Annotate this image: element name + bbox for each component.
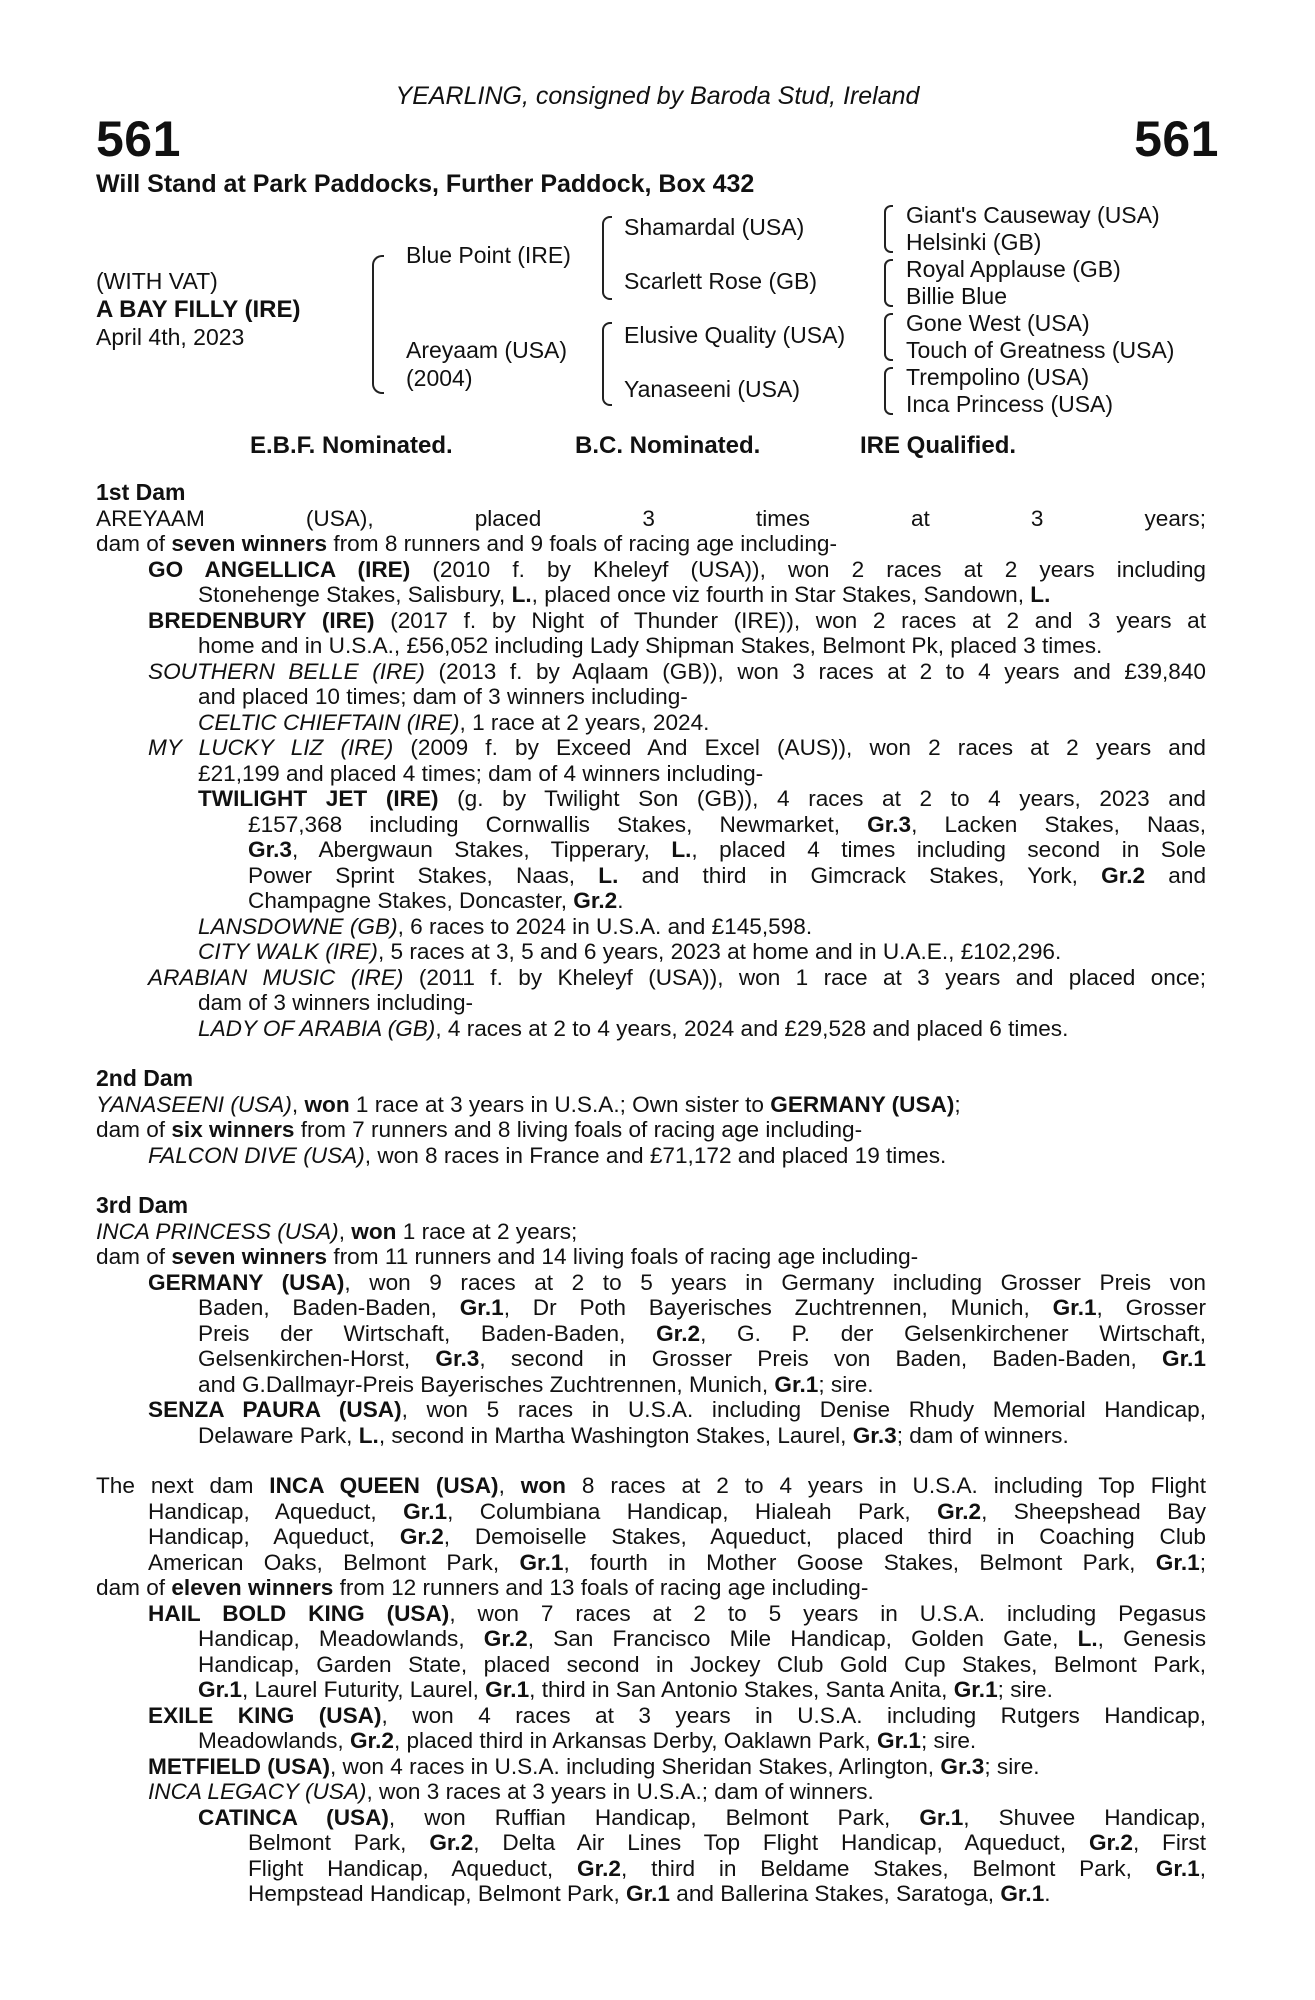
italic-text: ARABIAN MUSIC (IRE) — [148, 964, 404, 990]
bold-text: Gr.2 — [573, 888, 618, 913]
text: and Ballerina Stakes, Saratoga, — [669, 1881, 1001, 1906]
text: , placed 4 times including second in Sole — [691, 837, 1206, 862]
bold-text: Gr.1 — [1052, 1295, 1097, 1320]
text: , Genesis — [1097, 1626, 1206, 1651]
vat-note: (WITH VAT) — [96, 268, 218, 294]
text-line — [198, 710, 1206, 736]
bold-text: six winners — [171, 1117, 295, 1142]
bold-text: Gr.1 — [198, 1677, 242, 1702]
bold-text: METFIELD (USA) — [148, 1753, 330, 1779]
text: Handicap, Meadowlands, — [198, 1626, 484, 1651]
text-line — [248, 837, 1206, 863]
text: Hempstead Handicap, Belmont Park, — [248, 1881, 627, 1906]
text-line — [148, 1550, 1206, 1576]
text: from 8 runners and 9 foals of racing age including- — [327, 531, 837, 556]
ebf-nomination: E.B.F. Nominated. — [250, 432, 453, 459]
bold-text: Gr.1 — [403, 1498, 448, 1524]
text: , won 9 races at 2 to 5 years in Germany including Grosser Preis von — [344, 1269, 1206, 1295]
text: . — [617, 888, 624, 913]
text-line — [96, 1473, 1206, 1499]
text: ; sire. — [984, 1753, 1040, 1779]
bold-text: Gr.1 — [459, 1295, 504, 1320]
text-line — [148, 1499, 1206, 1525]
produce-record — [96, 480, 1206, 1907]
text-line — [148, 659, 1206, 685]
text: , Abergwaun Stakes, Tipperary, — [291, 837, 672, 862]
text: , — [338, 1218, 352, 1244]
text: ; sire. — [920, 1728, 977, 1753]
text: , Grosser — [1096, 1295, 1206, 1320]
bold-text: INCA QUEEN (USA) — [269, 1473, 499, 1498]
text-line — [248, 1881, 1206, 1907]
text: AREYAAM (USA), placed 3 times at 3 years; — [96, 505, 1206, 531]
italic-text: SOUTHERN BELLE (IRE) — [148, 658, 425, 684]
text: (2011 f. by Kheleyf (USA)), won 1 race at 3 years and placed once; — [403, 964, 1206, 990]
dam-year: (2004) — [406, 365, 473, 391]
text: , Demoiselle Stakes, Aqueduct, placed third in Coaching Club — [443, 1524, 1206, 1549]
foaled-date: April 4th, 2023 — [96, 324, 245, 350]
text-line — [148, 1779, 1206, 1805]
text-line — [248, 1830, 1206, 1856]
text: , won 8 races in France and £71,172 and placed 19 times. — [364, 1142, 947, 1168]
italic-text: INCA LEGACY (USA) — [148, 1779, 367, 1804]
text-line — [198, 1346, 1206, 1372]
bold-text: CATINCA (USA) — [198, 1804, 389, 1830]
sire-brace — [602, 216, 612, 300]
consignment-header: YEARLING, consigned by Baroda Stud, Ireland — [395, 82, 920, 110]
text-line — [148, 1397, 1206, 1423]
stand-location: Will Stand at Park Paddocks, Further Paddock, Box 432 — [96, 170, 755, 198]
bold-text: Gr.1 — [485, 1677, 530, 1702]
text-line — [96, 531, 1206, 557]
bold-text: Gr.2 — [429, 1830, 474, 1855]
text: Belmont Park, — [248, 1830, 430, 1855]
text: , San Francisco Mile Handicap, Golden Gate, — [527, 1626, 1078, 1651]
text: , 6 races to 2024 in U.S.A. and £145,598. — [397, 913, 813, 939]
ggp-7: Trempolino (USA) — [906, 364, 1090, 390]
text-line — [248, 888, 1206, 914]
text-line — [198, 1626, 1206, 1652]
italic-text: YANASEENI (USA) — [96, 1091, 292, 1117]
text: Preis der Wirtschaft, Baden-Baden, — [198, 1320, 657, 1346]
text-line — [96, 1092, 1206, 1118]
bold-text: Gr.2 — [656, 1320, 701, 1346]
text-line — [148, 1270, 1206, 1296]
bold-text: Gr.1 — [1155, 1855, 1200, 1881]
text: , won 7 races at 2 to 5 years in U.S.A. including Pegasus — [449, 1600, 1206, 1626]
text: dam of — [96, 1244, 172, 1269]
text: , — [1199, 1855, 1206, 1881]
bold-text: Gr.3 — [867, 811, 912, 837]
text: , won 5 races in U.S.A. including Denise Rhudy Memorial Handicap, — [401, 1397, 1206, 1422]
text-line — [198, 684, 1206, 710]
bold-text: Gr.3 — [435, 1346, 480, 1371]
bold-text: L. — [358, 1422, 379, 1448]
bold-text: HAIL BOLD KING (USA) — [148, 1600, 450, 1626]
text: , won 3 races at 3 years in U.S.A.; dam of winners. — [366, 1779, 874, 1804]
text: home and in U.S.A., £56,052 including Lady Shipman Stakes, Belmont Pk, placed 3 times. — [198, 633, 1103, 658]
ggp-brace-3 — [884, 313, 893, 361]
section-title: 3rd Dam — [96, 1192, 189, 1218]
text: dam of — [96, 1575, 172, 1600]
italic-text: MY LUCKY LIZ (IRE) — [148, 735, 394, 760]
bold-text: Gr.2 — [577, 1855, 621, 1881]
text: from 7 runners and 8 living foals of racing age including- — [294, 1117, 863, 1142]
italic-text: LADY OF ARABIA (GB) — [198, 1015, 436, 1041]
bold-text: Gr.1 — [774, 1371, 819, 1397]
text: , Delta Air Lines Top Flight Handicap, Aqueduct, — [473, 1830, 1089, 1855]
text-line — [96, 506, 1206, 532]
bold-text: SENZA PAURA (USA) — [148, 1397, 402, 1422]
section-gap — [96, 1041, 1206, 1066]
bold-text: Gr.3 — [852, 1422, 897, 1448]
text: Handicap, Aqueduct, — [148, 1524, 400, 1549]
bold-text: Gr.2 — [349, 1728, 394, 1753]
bold-text: GERMANY (USA) — [148, 1269, 345, 1295]
text: dam of 3 winners including- — [198, 990, 474, 1015]
bold-text: Gr.2 — [1088, 1830, 1133, 1855]
section-gap — [96, 1168, 1206, 1193]
text-line — [148, 557, 1206, 583]
text: , won 4 races at 3 years in U.S.A. including Rutgers Handicap, — [381, 1702, 1207, 1728]
text-line — [96, 1244, 1206, 1270]
italic-text: FALCON DIVE (USA) — [148, 1142, 365, 1168]
text: , First — [1132, 1830, 1206, 1855]
ggp-4: Billie Blue — [906, 283, 1007, 309]
text: £157,368 including Cornwallis Stakes, Newmarket, — [248, 811, 868, 837]
text: Baden, Baden-Baden, — [198, 1295, 460, 1320]
text: Meadowlands, — [198, 1728, 350, 1753]
text: , 5 races at 3, 5 and 6 years, 2023 at home and in U.A.E., £102,296. — [377, 939, 1062, 964]
text-line — [198, 1295, 1206, 1321]
bold-text: won — [304, 1091, 350, 1117]
bold-text: GO ANGELLICA (IRE) — [148, 556, 411, 582]
bold-text: Gr.3 — [248, 837, 292, 862]
text: , — [291, 1091, 305, 1117]
dam-dam: Yanaseeni (USA) — [624, 376, 800, 402]
bold-text: L. — [598, 862, 619, 888]
text-line — [148, 965, 1206, 991]
bold-text: Gr.1 — [1000, 1881, 1045, 1906]
dam-sire: Elusive Quality (USA) — [624, 322, 846, 348]
lot-number-right: 561 — [1134, 111, 1219, 167]
text-line — [148, 1143, 1206, 1169]
bold-text: Gr.1 — [953, 1677, 998, 1702]
text: , second in Martha Washington Stakes, Laurel, — [378, 1422, 853, 1448]
text-line — [198, 1016, 1206, 1042]
bold-text: Gr.2 — [483, 1626, 528, 1651]
text: (g. by Twilight Son (GB)), 4 races at 2 to 4 years, 2023 and — [438, 786, 1206, 811]
bold-text: Gr.1 — [919, 1804, 964, 1830]
bold-text: Gr.1 — [519, 1549, 564, 1575]
text-line — [198, 1677, 1206, 1703]
bold-text: won — [520, 1473, 566, 1498]
italic-text: CELTIC CHIEFTAIN (IRE) — [198, 709, 460, 735]
ggp-6: Touch of Greatness (USA) — [906, 337, 1175, 363]
horse-name: A BAY FILLY (IRE) — [96, 296, 301, 323]
text-line — [198, 990, 1206, 1016]
text-line — [198, 1321, 1206, 1347]
sire: Blue Point (IRE) — [406, 242, 571, 268]
text: ; sire. — [818, 1371, 874, 1397]
text: , — [498, 1473, 521, 1498]
text: , Lacken Stakes, Naas, — [911, 811, 1206, 837]
text: and third in Gimcrack Stakes, York, — [618, 862, 1102, 888]
bold-text: L. — [511, 582, 532, 607]
bold-text: Gr.2 — [937, 1498, 982, 1524]
text-line — [148, 1524, 1206, 1550]
bold-text: L. — [671, 837, 692, 862]
text: , Shuvee Handicap, — [963, 1804, 1206, 1830]
text: Gelsenkirchen-Horst, — [198, 1346, 436, 1371]
bold-text: Gr.3 — [940, 1753, 985, 1779]
bold-text: BREDENBURY (IRE) — [148, 607, 375, 633]
italic-text: CITY WALK (IRE) — [198, 939, 378, 964]
text: and G.Dallmayr-Preis Bayerisches Zuchtrennen, Munich, — [198, 1371, 775, 1397]
text: , 1 race at 2 years, 2024. — [459, 709, 710, 735]
text: and placed 10 times; dam of 3 winners including- — [198, 684, 688, 709]
text: , Dr Poth Bayerisches Zuchtrennen, Munich, — [503, 1295, 1053, 1320]
dam-brace — [602, 322, 612, 406]
text: Power Sprint Stakes, Naas, — [248, 862, 599, 888]
bold-text: won — [351, 1218, 397, 1244]
text-line — [96, 1219, 1206, 1245]
bold-text: GERMANY (USA) — [770, 1091, 955, 1117]
text: ; — [954, 1091, 961, 1117]
text-line — [148, 608, 1206, 634]
text-line — [198, 939, 1206, 965]
text: , third in Beldame Stakes, Belmont Park, — [620, 1855, 1156, 1881]
text: , Columbiana Handicap, Hialeah Park, — [447, 1498, 938, 1524]
text: £21,199 and placed 4 times; dam of 4 winners including- — [198, 760, 764, 786]
bold-text: Gr.2 — [399, 1524, 444, 1549]
text: and — [1145, 862, 1207, 888]
text: Stonehenge Stakes, Salisbury, — [198, 582, 512, 607]
text: (2009 f. by Exceed And Excel (AUS)), won 2 races at 2 years and — [393, 735, 1206, 760]
text-line — [148, 1601, 1206, 1627]
text-line — [248, 1856, 1206, 1882]
bold-text: Gr.1 — [1162, 1346, 1206, 1371]
bold-text: Gr.2 — [1101, 862, 1146, 888]
text: Handicap, Aqueduct, — [148, 1498, 404, 1524]
text: from 12 runners and 13 foals of racing age including- — [333, 1575, 869, 1600]
text: 8 races at 2 to 4 years in U.S.A. including Top Flight — [565, 1473, 1206, 1498]
text: , Sheepshead Bay — [981, 1498, 1207, 1524]
bold-text: L. — [1030, 582, 1051, 607]
text-line — [96, 1575, 1206, 1601]
text: from 11 runners and 14 living foals of racing age including- — [327, 1244, 919, 1269]
text: , fourth in Mother Goose Stakes, Belmont Park, — [563, 1549, 1156, 1575]
ire-qualified: IRE Qualified. — [860, 432, 1017, 459]
bc-nomination: B.C. Nominated. — [575, 432, 761, 459]
text: , placed third in Arkansas Derby, Oaklawn Park, — [393, 1728, 877, 1753]
ggp-brace-2 — [884, 259, 893, 307]
section-gap — [96, 1448, 1206, 1473]
italic-text: INCA PRINCESS (USA) — [96, 1218, 339, 1244]
text: , placed once viz fourth in Star Stakes, Sandown, — [531, 582, 1031, 607]
ggp-3: Royal Applause (GB) — [906, 256, 1121, 282]
bold-text: Gr.1 — [626, 1881, 670, 1906]
text-line — [198, 914, 1206, 940]
pedigree-brace — [372, 255, 384, 394]
text: , second in Grosser Preis von Baden, Baden-Baden, — [479, 1346, 1163, 1371]
bold-text: seven winners — [171, 531, 328, 556]
text: , won Ruffian Handicap, Belmont Park, — [388, 1804, 920, 1830]
text-line — [198, 1728, 1206, 1754]
text: ; dam of winners. — [896, 1422, 1069, 1448]
text-line — [148, 1754, 1206, 1780]
italic-text: LANSDOWNE (GB) — [198, 913, 398, 939]
ggp-2: Helsinki (GB) — [906, 229, 1042, 255]
text: , G. P. der Gelsenkirchener Wirtschaft, — [700, 1320, 1206, 1346]
ggp-8: Inca Princess (USA) — [906, 391, 1114, 417]
bold-text: Gr.1 — [877, 1728, 921, 1753]
text-line — [198, 1805, 1206, 1831]
text: dam of — [96, 1117, 172, 1142]
bold-text: TWILIGHT JET (IRE) — [198, 786, 439, 811]
text: dam of — [96, 531, 172, 556]
text: ; — [1199, 1549, 1206, 1575]
section-title: 1st Dam — [96, 479, 186, 505]
ggp-brace-4 — [884, 367, 893, 415]
lot-number-left: 561 — [96, 111, 181, 167]
bold-text: seven winners — [171, 1244, 328, 1269]
text: Champagne Stakes, Doncaster, — [248, 888, 574, 913]
text: Delaware Park, — [198, 1422, 359, 1448]
text-line — [198, 582, 1206, 608]
text-line — [198, 1652, 1206, 1678]
text: , won 4 races in U.S.A. including Sheridan Stakes, Arlington, — [330, 1753, 941, 1779]
text-line — [198, 1372, 1206, 1398]
sire-sire: Shamardal (USA) — [624, 214, 805, 240]
text-line — [148, 1703, 1206, 1729]
ggp-5: Gone West (USA) — [906, 310, 1090, 336]
bold-text: eleven winners — [171, 1575, 334, 1600]
text: (2017 f. by Night of Thunder (IRE)), won 2 races at 2 and 3 years at — [374, 607, 1206, 633]
dam: Areyaam (USA) — [406, 337, 568, 363]
text: Handicap, Garden State, placed second in Jockey Club Gold Cup Stakes, Belmont Park, — [198, 1651, 1206, 1677]
text: , third in San Antonio Stakes, Santa Anita, — [529, 1677, 954, 1702]
ggp-1: Giant's Causeway (USA) — [906, 202, 1160, 228]
bold-text: EXILE KING (USA) — [148, 1702, 382, 1728]
text-line — [248, 812, 1206, 838]
bold-text: L. — [1077, 1626, 1098, 1651]
text: 1 race at 3 years in U.S.A.; Own sister to — [349, 1091, 771, 1117]
text: (2010 f. by Kheleyf (USA)), won 2 races at 2 years including — [410, 556, 1206, 582]
section-title: 2nd Dam — [96, 1065, 194, 1091]
text-line — [96, 1117, 1206, 1143]
sire-dam: Scarlett Rose (GB) — [624, 268, 817, 294]
text-line — [248, 863, 1206, 889]
text: , Laurel Futurity, Laurel, — [241, 1677, 486, 1702]
ggp-brace-1 — [884, 205, 893, 253]
text: The next dam — [96, 1473, 270, 1498]
text-line — [198, 761, 1206, 787]
text: Flight Handicap, Aqueduct, — [248, 1855, 577, 1881]
text-line — [198, 1423, 1206, 1449]
text: (2013 f. by Aqlaam (GB)), won 3 races at 2 to 4 years and £39,840 — [424, 658, 1206, 684]
text-line — [198, 786, 1206, 812]
bold-text: Gr.1 — [1155, 1549, 1200, 1575]
text: 1 race at 2 years; — [396, 1218, 578, 1244]
text-line — [148, 735, 1206, 761]
text: ; sire. — [997, 1677, 1053, 1702]
text: , 4 races at 2 to 4 years, 2024 and £29,528 and placed 6 times. — [435, 1015, 1069, 1041]
text: . — [1044, 1881, 1051, 1906]
text-line — [198, 633, 1206, 659]
text: American Oaks, Belmont Park, — [148, 1549, 520, 1575]
